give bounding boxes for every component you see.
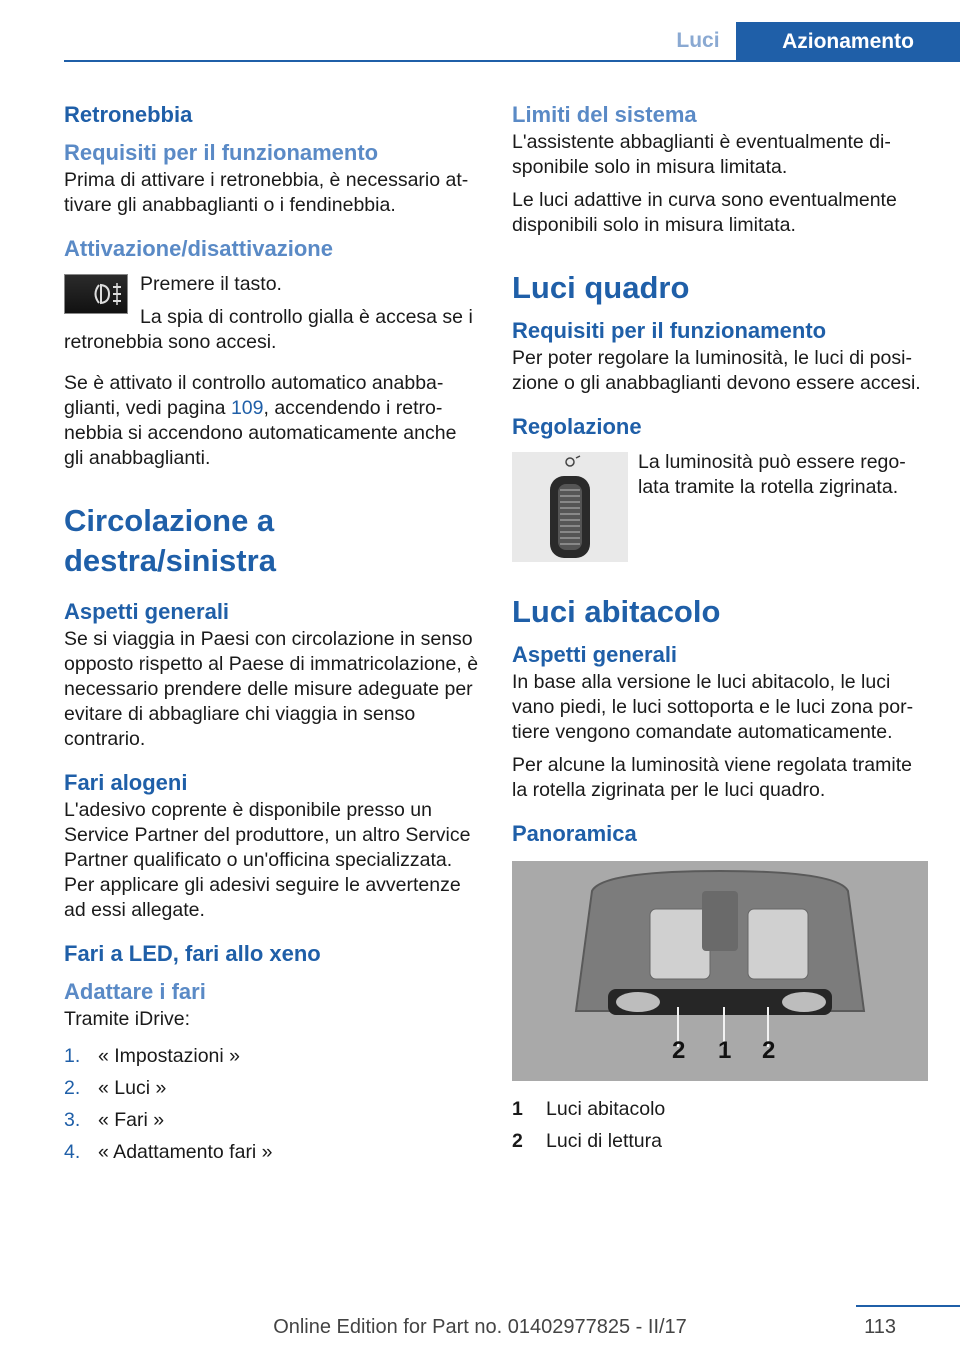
footer-rule (856, 1305, 960, 1307)
legend-item: 2 Luci di lettura (512, 1130, 662, 1152)
paragraph-auto-anabbaglianti: Se è attivato il controllo automatico anabbaglianti, vedi pagina 109, accendendo i retronebbia si accendono automaticamente anche gli anabbaglianti. (64, 372, 457, 469)
list-item: 2. « Luci » (64, 1077, 167, 1099)
page-number: 113 (864, 1316, 896, 1338)
subheading-fari-led: Fari a LED, fari allo xeno (64, 941, 321, 966)
paragraph-idrive: Tramite iDrive: (64, 1008, 191, 1030)
overhead-console-image (512, 861, 928, 1081)
thumbwheel-image (512, 452, 628, 562)
subheading-regolazione: Regolazione (512, 414, 642, 439)
legend-item: 1 Luci abitacolo (512, 1098, 666, 1120)
paragraph-fari-alogeni: L'adesivo coprente è disponibile presso un Service Partner del produttore, un altro Service Partner qualificato o un'officina specializzata. Per applicare gli adesivi seguire le avvertenze ad essi allegate. (64, 799, 471, 921)
rear-fog-light-button-icon (64, 274, 128, 314)
subheading-fari-alogeni: Fari alogeni (64, 770, 188, 795)
list-item: 1. « Impostazioni » (64, 1045, 240, 1067)
paragraph-aspetti-generali: Se si viaggia in Paesi con circolazione in senso opposto rispetto al Paese di immatricolazione, è necessario prendere delle misure adeguate per evitare di abbagliare chi viaggia in senso contrario. (64, 628, 479, 750)
wheel-paragraph (512, 450, 928, 562)
section-heading-circolazione: Circolazione a destra/sinistra (64, 503, 276, 578)
callout-1: 1 (718, 1037, 732, 1064)
callout-2-right: 2 (762, 1037, 776, 1064)
paragraph-abitacolo-2: Per alcune la luminosità viene regolata tramite la rotella zigrinata per le luci quadro. (512, 754, 912, 801)
section-heading-luci-abitacolo: Luci abitacolo (512, 594, 721, 629)
subheading-limiti: Limiti del sistema (512, 102, 697, 127)
subheading-requisiti-quadro: Requisiti per il funzionamento (512, 318, 827, 343)
idrive-steps (64, 1040, 480, 1168)
section-heading-retronebbia: Retronebbia (64, 102, 193, 127)
footer-edition: Online Edition for Part no. 01402977825 - II/17 (273, 1316, 687, 1338)
left-column (64, 100, 480, 1168)
page-link-109[interactable]: 109 (230, 397, 264, 419)
subheading-adattare-fari: Adattare i fari (64, 979, 206, 1004)
subheading-aspetti-generali-abitacolo: Aspetti generali (512, 642, 678, 667)
paragraph-regolazione: La luminosità può essere regolata tramite la rotella zigrinata. (638, 451, 906, 498)
subheading-requisiti: Requisiti per il funzionamento (64, 140, 379, 165)
fog-button-paragraph (64, 272, 480, 355)
paragraph-spia: La spia di controllo gialla è accesa se i retronebbia sono accesi. (64, 306, 473, 353)
paragraph-abitacolo-1: In base alla versione le luci abitacolo, le luci vano piedi, le luci sottoporta e le luci zona portiere vengono comandate automaticamente. (512, 671, 914, 743)
paragraph-requisiti-quadro: Per poter regolare la luminosità, le luci di posizione o gli anabbaglianti devono essere accesi. (512, 347, 921, 394)
subheading-aspetti-generali: Aspetti generali (64, 599, 230, 624)
list-item: 4. « Adattamento fari » (64, 1141, 273, 1163)
right-column (512, 100, 928, 1157)
subheading-panoramica: Panoramica (512, 821, 637, 846)
paragraph-requisiti: Prima di attivare i retronebbia, è necessario attivare gli anabbaglianti o i fendinebbia. (64, 169, 469, 216)
subheading-attivazione: Attivazione/disattivazione (64, 236, 333, 261)
paragraph-limiti-2: Le luci adattive in curva sono eventualmente disponibili solo in misura limitata. (512, 189, 897, 236)
list-item: 3. « Fari » (64, 1109, 165, 1131)
header-tab-azionamento[interactable]: Azionamento (736, 22, 960, 62)
paragraph-limiti-1: L'assistente abbaglianti è eventualmente disponibile solo in misura limitata. (512, 131, 891, 178)
overview-legend (512, 1093, 928, 1157)
paragraph-premere: Premere il tasto. (140, 273, 282, 295)
section-heading-luci-quadro: Luci quadro (512, 270, 690, 305)
callout-2-left: 2 (672, 1037, 686, 1064)
header-tab-luci[interactable]: Luci (676, 29, 720, 52)
